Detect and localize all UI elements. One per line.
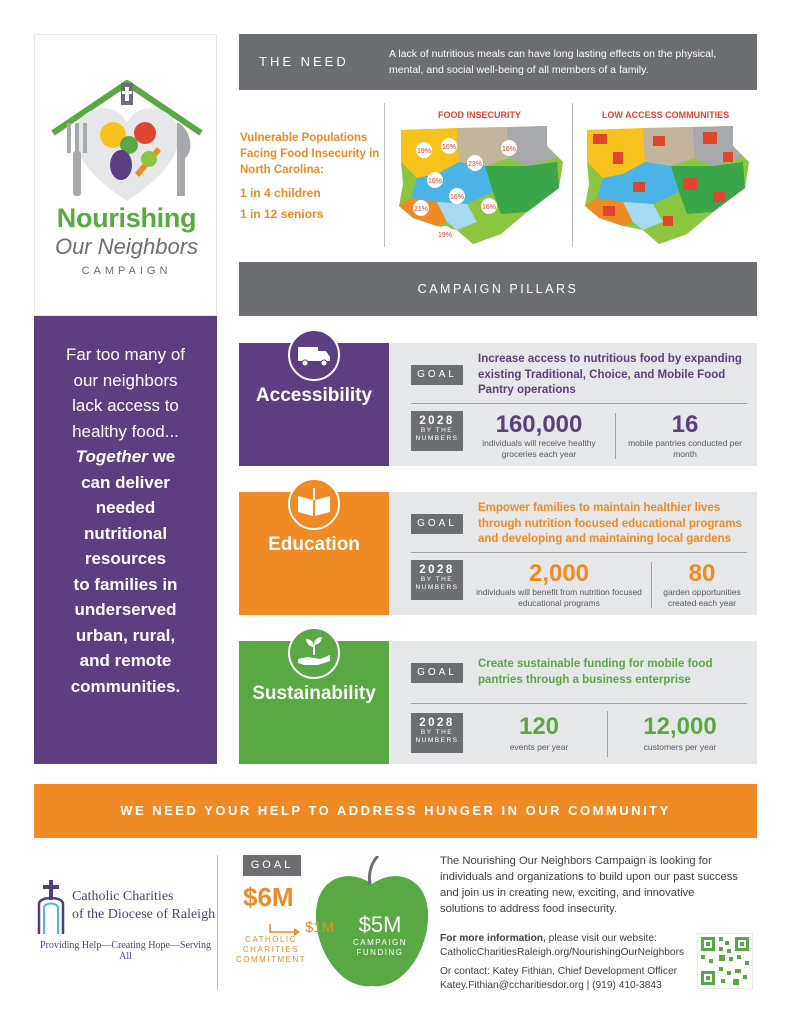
education-num1: 2,000 [528,560,590,587]
sustainability-num2: 12,000 [643,713,717,740]
year-sub: BY THE [420,729,454,736]
campaign-pillars-header: CAMPAIGN PILLARS [239,262,757,316]
catholic-charities-tagline: Providing Help—Creating Hope—Serving All [39,940,212,962]
mission-line: healthy food... [72,421,179,441]
the-need-banner [239,34,757,90]
mission-line: can deliver [81,472,170,492]
heart-house-logo-icon [45,73,210,203]
mission-line: our neighbors [73,370,178,390]
sustainability-goal-panel [389,641,757,764]
commit-line: COMMITMENT [236,955,307,964]
logo-title-our-neighbors: Our Neighbors [54,234,199,259]
accessibility-goal-text: Increase access to nutritious food by expanding existing Traditional, Choice, and Mobile Food Pantry operations [478,353,742,396]
year-sub: NUMBERS [415,737,459,744]
year-2028-tag [411,713,463,753]
cc-name-line1: Catholic Charities [72,889,174,904]
children-stat: 1 in 4 children [240,186,321,200]
map-pct-label: 16% [449,194,465,201]
seniors-stat: 1 in 12 seniors [240,207,324,221]
campaign-funding-amount: $5M [358,912,402,937]
sustainability-cap1: events per year [509,742,569,752]
campaign-funding-label [340,938,420,958]
map-pct-label: 23% [467,161,483,168]
website-link[interactable]: CatholicCharitiesRaleigh.org/NourishingOurNeighbors [440,947,685,958]
year-2028-tag [411,560,463,600]
low-access-map-title: LOW ACCESS COMMUNITIES [601,110,730,120]
goal-tag: GOAL [411,663,463,683]
divider [411,403,747,404]
campaign-line: CAMPAIGN [352,938,408,947]
sustainability-goal-text: Create sustainable funding for mobile food pantries through a business enterprise [478,658,713,686]
education-num2: 80 [688,560,716,587]
accessibility-num1: 160,000 [495,411,583,438]
year-sub: BY THE [420,576,454,583]
goal-tag: GOAL [411,514,463,534]
campaign-description: The Nourishing Our Neighbors Campaign is looking for individuals and organizations to build upon our past success and join us in creating new, exciting, and innovative solutions to address food insecurity. [440,855,738,915]
funding-total: $6M [243,882,294,912]
help-banner: WE NEED YOUR HELP TO ADDRESS HUNGER IN OUR COMMUNITY [34,784,757,838]
divider [615,413,616,459]
year-label: 2028 [419,564,455,576]
the-need-text: A lack of nutritious meals can have long lasting effects on the physical, mental, and social well-being of all members of a family. [389,48,717,76]
year-2028-tag [411,411,463,451]
accessibility-pillar-label [239,343,389,466]
more-info-bold: For more information, [440,933,546,944]
qr-code-icon[interactable] [697,933,753,989]
campaign-line: FUNDING [356,948,404,957]
contact-line: Or contact: Katey Fithian, Chief Development Officer [440,966,678,977]
mission-line: to families in [73,574,178,594]
mission-line: communities. [70,676,181,696]
divider [217,855,218,990]
year-sub: NUMBERS [415,435,459,442]
email-phone[interactable]: Katey.Fithian@ccharitiesdor.org | (919) 410-3843 [440,980,662,991]
logo-title-campaign: CAMPAIGN [81,265,172,277]
food-insecurity-map [397,122,567,246]
year-sub: NUMBERS [415,584,459,591]
divider [411,703,747,704]
sustainability-cap2: customers per year [643,742,717,752]
commit-line: CATHOLIC [245,935,297,944]
accessibility-cap1: individuals will receive healthy groceries each year [482,438,596,459]
truck-icon [288,329,340,381]
divider [607,711,608,757]
catholic-charities-commitment-label [236,935,306,965]
education-cap1: individuals will benefit from nutrition focused educational programs [476,587,642,608]
mission-line: lack access to [72,396,179,415]
map-pct-label: 19% [416,148,432,155]
vulnerable-populations-heading: Vulnerable Populations Facing Food Insecurity in North Carolina: [240,132,380,176]
mission-statement-panel [34,316,217,764]
map-pct-label: 16% [441,144,457,151]
education-goal-text: Empower families to maintain healthier lives through nutrition focused educational programs and developing and maintaining local gardens [478,502,742,545]
map-pct-label: 19% [437,232,453,239]
education-pillar-label [239,492,389,615]
divider [651,562,652,608]
accessibility-cap2: mobile pantries conducted per month [628,438,742,459]
low-access-map [583,122,753,246]
plant-hand-icon [288,627,340,679]
mission-line [34,444,217,470]
mission-we: we [147,447,176,466]
divider [572,103,573,247]
sustainability-pillar-label [239,641,389,764]
logo-title-nourishing: Nourishing [56,203,197,233]
accessibility-num2: 16 [671,411,699,438]
sustainability-title: Sustainability [252,683,376,704]
mission-line: and remote [79,651,172,670]
food-insecurity-map-title: FOOD INSECURITY [437,110,521,120]
education-title: Education [268,534,360,555]
cc-name-line2: of the Diocese of Raleigh [72,907,216,922]
year-label: 2028 [419,415,455,427]
divider [384,103,385,247]
catholic-charities-amount: $1M [305,919,335,936]
accessibility-title: Accessibility [255,385,373,406]
map-pct-label: 16% [481,204,497,211]
funding-goal-tag: GOAL [243,855,301,876]
mission-line: nutritional [83,523,168,543]
map-pct-label: 16% [501,146,517,153]
map-pct-label: 16% [427,178,443,185]
accessibility-goal-panel [389,343,757,466]
catholic-charities-name [72,888,215,924]
catholic-charities-cross-icon [36,880,66,934]
year-sub: BY THE [420,427,454,434]
education-goal-panel [389,492,757,615]
more-info-rest: please visit our website: [545,933,657,944]
year-label: 2028 [419,717,455,729]
commit-line: CHARITIES [242,945,300,954]
education-cap2: garden opportunities created each year [663,587,741,608]
campaign-logo-panel [34,34,217,316]
the-need-label: THE NEED [259,54,349,69]
more-info-line [440,932,740,946]
together-emphasis: Together [75,447,148,466]
mission-line: underserved [74,600,177,619]
mission-line: resources [84,549,167,568]
book-icon [288,478,340,530]
mission-line: Far too many of [65,345,186,364]
mission-line: urban, rural, [75,625,176,645]
map-pct-label: 21% [413,206,429,213]
sustainability-num1: 120 [518,713,560,740]
goal-tag: GOAL [411,365,463,385]
mission-line: needed [95,498,156,517]
divider [411,552,747,553]
